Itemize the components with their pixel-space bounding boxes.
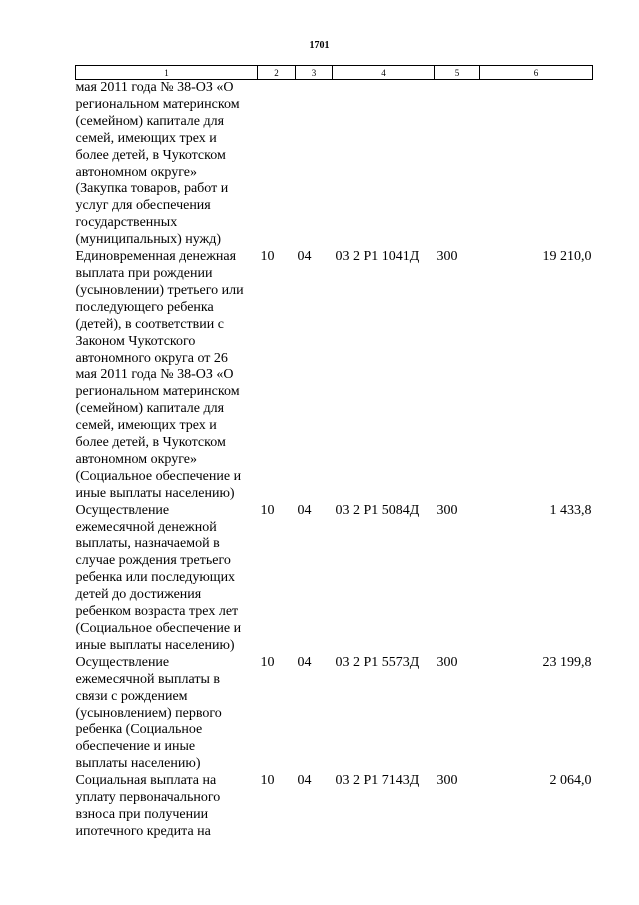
expense-name-line: (усыновлением) первого	[75, 705, 222, 721]
amount-cell: 1 433,8	[549, 502, 592, 518]
header-row	[76, 66, 593, 80]
expense-name-line: ребенка (Социальное	[75, 722, 203, 738]
subsection-cell	[296, 80, 333, 250]
expense-name-line: иные выплаты населению)	[75, 637, 235, 653]
expense-name-line: услуг для обеспечения	[75, 198, 211, 214]
expense-name-line: более детей, в Чукотском	[75, 435, 226, 451]
subsection-cell: 04	[297, 249, 312, 265]
expense-name-line: региональном материнском	[75, 384, 240, 400]
expense-name-line: ребенком возраста трех лет	[75, 604, 239, 620]
expense-name-line: выплаты населению)	[75, 756, 201, 772]
section-cell	[258, 80, 296, 250]
amount-cell: 23 199,8	[542, 654, 592, 670]
expense-name-line: региональном материнском	[75, 96, 240, 112]
subsection-cell: 04	[297, 654, 312, 670]
table-row	[76, 655, 593, 773]
expense-name-line: связи с рождением	[75, 688, 188, 704]
expense-name-line: иные выплаты населению)	[75, 485, 235, 501]
expense-name-line: ребенка или последующих	[75, 570, 236, 586]
expense-name-cell	[76, 655, 258, 773]
table-row	[76, 773, 593, 841]
expense-name-line: (семейном) капитале для	[75, 113, 225, 129]
expense-name-line: автономном округе»	[75, 164, 197, 180]
target-code-cell: 03 2 Р1 7143Д	[335, 773, 420, 789]
amount-cell: 2 064,0	[549, 773, 592, 789]
expense-name-cell	[76, 249, 258, 503]
expense-name-line: (семейном) капитале для	[75, 401, 225, 417]
subsection-cell: 04	[297, 502, 312, 518]
section-cell: 10	[260, 502, 275, 518]
expense-name-line: уплату первоначального	[75, 790, 221, 806]
column-header-2: 2	[258, 66, 296, 80]
page-number: 1701	[309, 40, 330, 51]
expense-name-line: выплаты, назначаемой в	[75, 536, 220, 552]
column-header-1: 1	[76, 66, 258, 80]
expense-name-cell	[76, 773, 258, 841]
column-header-5: 5	[435, 66, 480, 80]
amount-cell	[480, 80, 593, 250]
table-body	[76, 80, 593, 841]
expense-name-line: мая 2011 года № 38-ОЗ «О	[75, 80, 234, 95]
table-row	[76, 249, 593, 503]
amount-cell: 19 210,0	[542, 249, 592, 265]
expense-name-line: автономного округа от 26	[75, 350, 228, 366]
expense-name-line: последующего ребенка	[75, 299, 214, 315]
expense-name-line: Законом Чукотского	[75, 333, 196, 349]
expense-name-line: ипотечного кредита на	[75, 823, 211, 839]
target-code-cell: 03 2 Р1 5573Д	[335, 654, 420, 670]
target-code-cell: 03 2 Р1 1041Д	[335, 249, 420, 265]
expense-name-line: государственных	[75, 215, 178, 231]
expense-type-cell: 300	[436, 654, 458, 670]
expense-name-line: Единовременная денежная	[75, 249, 237, 265]
expense-name-cell	[76, 80, 258, 250]
expense-name-line: ежемесячной выплаты в	[75, 671, 220, 687]
expense-type-cell: 300	[436, 249, 458, 265]
expense-name-line: случае рождения третьего	[75, 553, 231, 569]
section-cell: 10	[260, 249, 275, 265]
expense-name-line: Социальная выплата на	[75, 773, 217, 789]
expense-name-line: (усыновлении) третьего или	[75, 282, 244, 298]
expense-name-line: более детей, в Чукотском	[75, 147, 226, 163]
table-header	[76, 66, 593, 80]
expense-name-line: детей до достижения	[75, 587, 202, 603]
expense-name-line: (Социальное обеспечение и	[75, 468, 242, 484]
target-code-cell	[333, 80, 435, 250]
expense-name-line: (муниципальных) нужд)	[75, 232, 222, 248]
budget-table	[75, 65, 593, 841]
expense-type-cell	[435, 80, 480, 250]
expense-name-line: Осуществление	[75, 654, 170, 670]
expense-name-line: обеспечение и иные	[75, 739, 196, 755]
expense-type-cell: 300	[436, 502, 458, 518]
column-header-6: 6	[480, 66, 593, 80]
section-cell: 10	[260, 654, 275, 670]
expense-name-line: семей, имеющих трех и	[75, 130, 217, 146]
expense-name-line: (детей), в соответствии с	[75, 316, 224, 332]
target-code-cell: 03 2 Р1 5084Д	[335, 502, 420, 518]
subsection-cell: 04	[297, 773, 312, 789]
expense-name-line: автономном округе»	[75, 451, 197, 467]
expense-name-line: взноса при получении	[75, 806, 209, 822]
expense-name-line: (Социальное обеспечение и	[75, 621, 242, 636]
expense-name-line: выплата при рождении	[75, 265, 213, 281]
expense-type-cell: 300	[436, 773, 458, 789]
expense-name-line: Осуществление	[75, 502, 170, 518]
expense-name-line: (Закупка товаров, работ и	[75, 181, 229, 197]
column-header-3: 3	[296, 66, 333, 80]
expense-name-line: семей, имеющих трех и	[75, 418, 217, 434]
expense-name-line: ежемесячной денежной	[75, 519, 217, 535]
expense-name-cell	[76, 503, 258, 655]
section-cell: 10	[260, 773, 275, 789]
table-row	[76, 80, 593, 250]
table-row	[76, 503, 593, 655]
expense-name-line: мая 2011 года № 38-ОЗ «О	[75, 367, 234, 383]
column-header-4: 4	[333, 66, 435, 80]
